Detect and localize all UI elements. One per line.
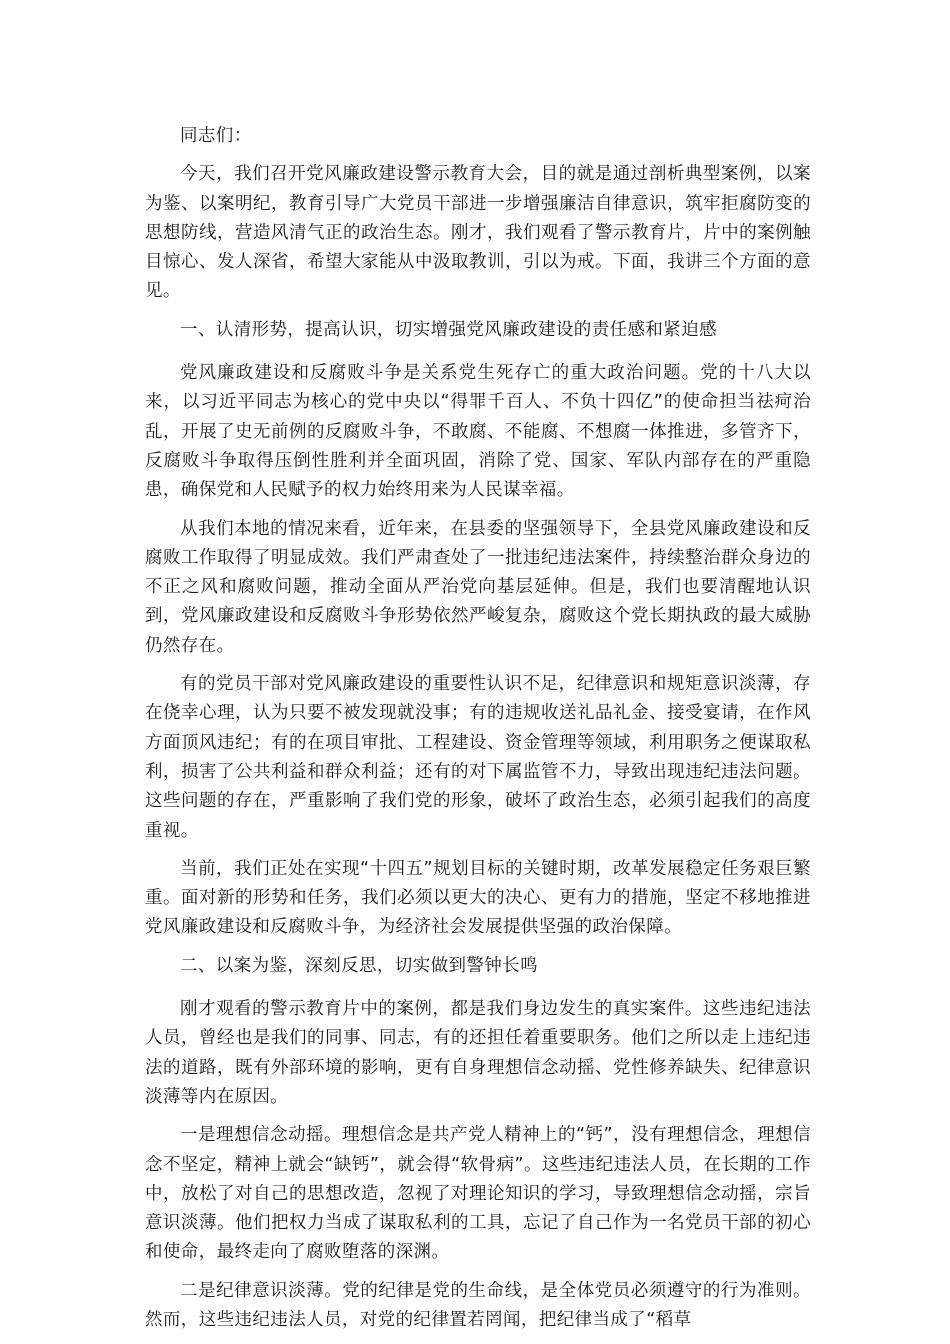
paragraph: 一是理想信念动摇。理想信念是共产党人精神上的“钙”，没有理想信念，理想信念不坚定，精神上就会“缺钙”，就会得“软骨病”。这些违纪违法人员，在长期的工作中，放松了对自己的思想改造，忽视了对理论知识的学习，导致理想信念动摇，宗旨意识淡薄。他们把权力当成了谋取私利的工具，忘记了自己作为一名党员干部的初心和使命，最终走向了腐败堕落的深渊。 [145, 1125, 811, 1263]
paragraph: 有的党员干部对党风廉政建设的重要性认识不足，纪律意识和规矩意识淡薄，存在侥幸心理，认为只要不被发现就没事；有的违规收送礼品礼金、接受宴请，在作风方面顶风违纪；有的在项目审批、工程建设、资金管理等领域，利用职务之便谋取私利，损害了公共利益和群众利益；还有的对下属监管不力，导致出现违纪违法问题。这些问题的存在，严重影响了我们党的形象，破坏了政治生态，必须引起我们的高度重视。 [145, 674, 811, 841]
section-heading-2: 二、以案为鉴，深刻反思，切实做到警钟长鸣 [180, 955, 538, 976]
paragraph: 刚才观看的警示教育片中的案例，都是我们身边发生的真实案件。这些违纪违法人员，曾经也是我们的同事、同志，有的还担任着重要职务。他们之所以走上违纪违法的道路，既有外部环境的影响，更有自身理想信念动摇、党性修养缺失、纪律意识淡薄等内在原因。 [145, 999, 811, 1107]
paragraph: 党风廉政建设和反腐败斗争是关系党生死存亡的重大政治问题。党的十八大以来，以习近平同志为核心的党中央以“得罪千百人、不负十四亿”的使命担当祛疴治乱，开展了史无前例的反腐败斗争，不敢腐、不能腐、不想腐一体推进，多管齐下，反腐败斗争取得压倒性胜利并全面巩固，消除了党、国家、军队内部存在的严重隐患，确保党和人民赋予的权力始终用来为人民谋幸福。 [145, 363, 811, 501]
document-body [145, 122, 811, 1344]
paragraph: 二是纪律意识淡薄。党的纪律是党的生命线，是全体党员必须遵守的行为准则。然而，这些违纪违法人员，对党的纪律置若罔闻，把纪律当成了“稻草 [145, 1280, 811, 1330]
section-heading-1: 一、认清形势，提高认识，切实增强党风廉政建设的责任感和紧迫感 [180, 319, 717, 340]
paragraph: 从我们本地的情况来看，近年来，在县委的坚强领导下，全县党风廉政建设和反腐败工作取得了明显成效。我们严肃查处了一批违纪违法案件，持续整治群众身边的不正之风和腐败问题，推动全面从严治党向基层延伸。但是，我们也要清醒地认识到，党风廉政建设和反腐败斗争形势依然严峻复杂，腐败这个党长期执政的最大威胁仍然存在。 [145, 518, 811, 656]
salutation: 同志们： [180, 126, 252, 146]
paragraph: 当前，我们正处在实现“十四五”规划目标的关键时期，改革发展稳定任务艰巨繁重。面对新的形势和任务，我们必须以更大的决心、更有力的措施，坚定不移地推进党风廉政建设和反腐败斗争，为经济社会发展提供坚强的政治保障。 [145, 858, 811, 938]
paragraph-intro: 今天，我们召开党风廉政建设警示教育大会，目的就是通过剖析典型案例，以案为鉴、以案明纪，教育引导广大党员干部进一步增强廉洁自律意识，筑牢拒腐防变的思想防线，营造风清气正的政治生态。刚才，我们观看了警示教育片，片中的案例触目惊心、发人深省，希望大家能从中汲取教训，引以为戒。下面，我讲三个方面的意见。 [145, 164, 811, 302]
